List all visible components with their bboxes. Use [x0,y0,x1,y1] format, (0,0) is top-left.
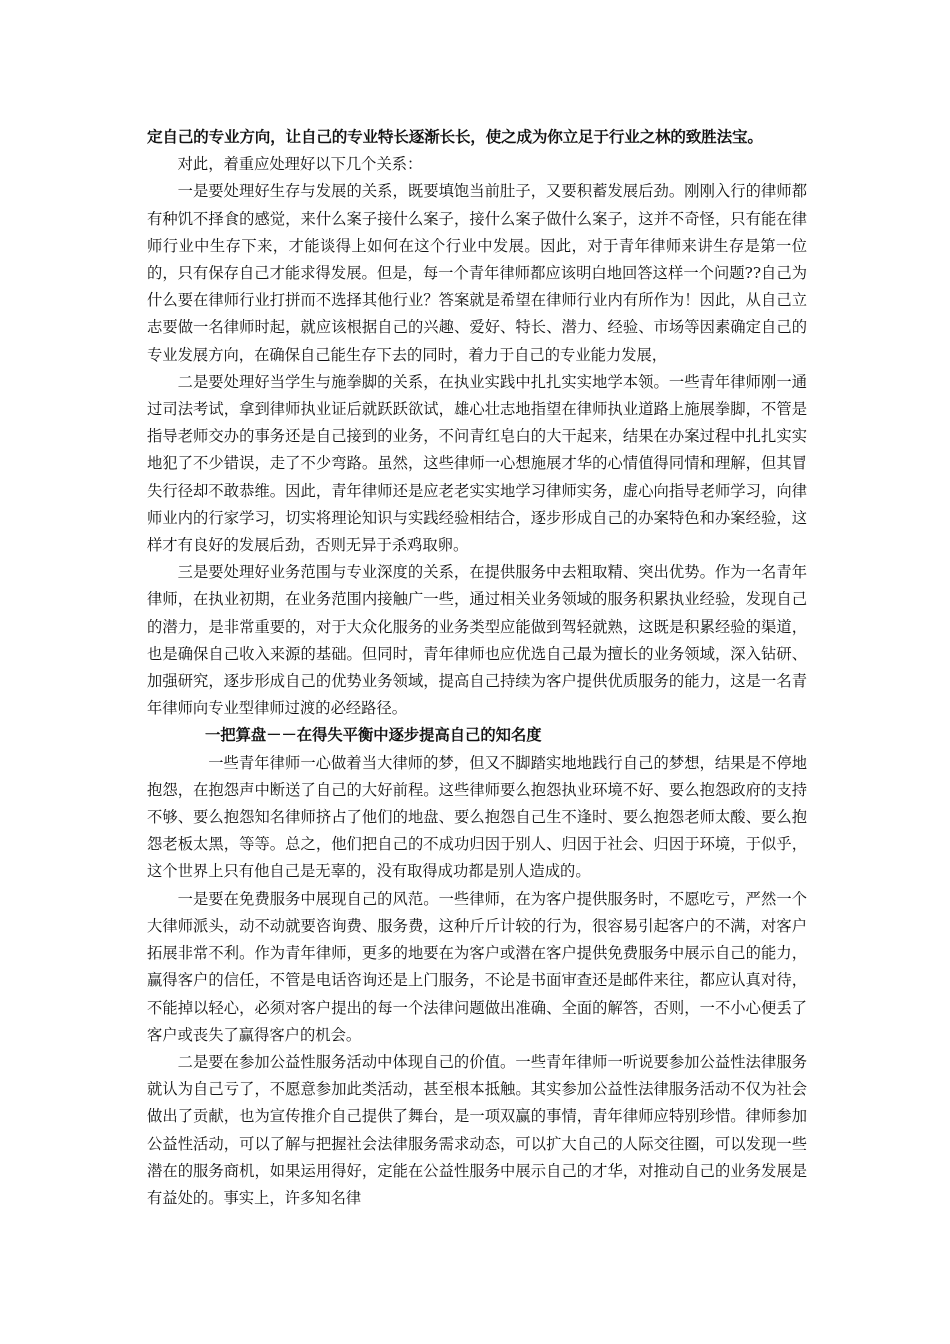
section-heading: 一把算盘－－在得失平衡中逐步提高自己的知名度 [205,726,542,745]
paragraph-survival-development: 一是要处理好生存与发展的关系，既要填饱当前肚子，又要积蓄发展后劲。刚刚入行的律师都有种饥不择食的感觉，来什么案子接什么案子，接什么案子做什么案子，这并不奇怪，只有能在律师行业中生存下来，才能谈得上如何在这个行业中发展。因此，对于青年律师来讲生存是第一位的，只有保存自己才能求得发展。但是，每一个青年律师都应该明白地回答这样一个问题??自己为什么要在律师行业打拼而不选择其他行业？答案就是希望在律师行业内有所作为！因此，从自己立志要做一名律师时起，就应该根据自己的兴趣、爱好、特长、潜力、经验、市场等因素确定自己的专业发展方向，在确保自己能生存下去的同时，着力于自己的专业能力发展， [147,182,807,364]
paragraph-complaints: 一些青年律师一心做着当大律师的梦，但又不脚踏实地地践行自己的梦想，结果是不停地抱怨，在抱怨声中断送了自己的大好前程。这些律师要么抱怨执业环境不好、要么抱怨政府的支持不够、要么抱怨知名律师挤占了他们的地盘、要么抱怨自己生不逢时、要么抱怨老师太酸、要么抱怨老板太黑，等等。总之，他们把自己的不成功归因于别人、归因于社会、归因于环境，于似乎，这个世界上只有他自己是无辜的，没有取得成功都是别人造成的。 [147,753,807,881]
intro-line: 定自己的专业方向，让自己的专业特长逐渐长长，使之成为你立足于行业之林的致胜法宝。 [147,128,763,146]
document-page [147,124,807,1212]
paragraph-relations-intro: 对此，着重应处理好以下几个关系： [177,155,423,174]
paragraph-scope-depth: 三是要处理好业务范围与专业深度的关系，在提供服务中去粗取精、突出优势。作为一名青年律师，在执业初期，在业务范围内接触广一些，通过相关业务领域的服务积累执业经验，发现自己的潜力，是非常重要的，对于大众化服务的业务类型应能做到驾轻就熟，这既是积累经验的渠道，也是确保自己收入来源的基础。但同时，青年律师也应优选自己最为擅长的业务领域，深入钻研、加强研究，逐步形成自己的优势业务领域，提高自己持续为客户提供优质服务的能力，这是一名青年律师向专业型律师过渡的必经路径。 [147,563,807,718]
paragraph-free-service: 一是要在免费服务中展现自己的风范。一些律师，在为客户提供服务时，不愿吃亏，严然一个大律师派头，动不动就要咨询费、服务费，这种斤斤计较的行为，很容易引起客户的不满，对客户拓展非常不利。作为青年律师，更多的地要在为客户或潜在客户提供免费服务中展示自己的能力，赢得客户的信任，不管是电话咨询还是上门服务，不论是书面审查还是邮件来往，都应认真对待，不能掉以轻心，必须对客户提出的每一个法律问题做出准确、全面的解答，否则，一不小心便丢了客户或丧失了赢得客户的机会。 [147,889,807,1044]
paragraph-public-service: 二是要在参加公益性服务活动中体现自己的价值。一些青年律师一听说要参加公益性法律服务就认为自己亏了，不愿意参加此类活动，甚至根本抵触。其实参加公益性法律服务活动不仅为社会做出了贡献，也为宣传推介自己提供了舞台，是一项双赢的事情，青年律师应特别珍惜。律师参加公益性活动，可以了解与把握社会法律服务需求动态，可以扩大自己的人际交往圈，可以发现一些潜在的服务商机，如果运用得好，定能在公益性服务中展示自己的才华，对推动自己的业务发展是有益处的。事实上，许多知名律 [147,1052,807,1207]
paragraph-student-practice: 二是要处理好当学生与施拳脚的关系，在执业实践中扎扎实实地学本领。一些青年律师刚一通过司法考试，拿到律师执业证后就跃跃欲试，雄心壮志地指望在律师执业道路上施展拳脚，不管是指导老师交办的事务还是自己接到的业务，不问青红皂白的大干起来，结果在办案过程中扎扎实实地犯了不少错误，走了不少弯路。虽然，这些律师一心想施展才华的心情值得同情和理解，但其冒失行径却不敢恭维。因此，青年律师还是应老老实实地学习律师实务，虚心向指导老师学习，向律师业内的行家学习，切实将理论知识与实践经验相结合，逐步形成自己的办案特色和办案经验，这样才有良好的发展后劲，否则无异于杀鸡取卵。 [147,372,807,555]
